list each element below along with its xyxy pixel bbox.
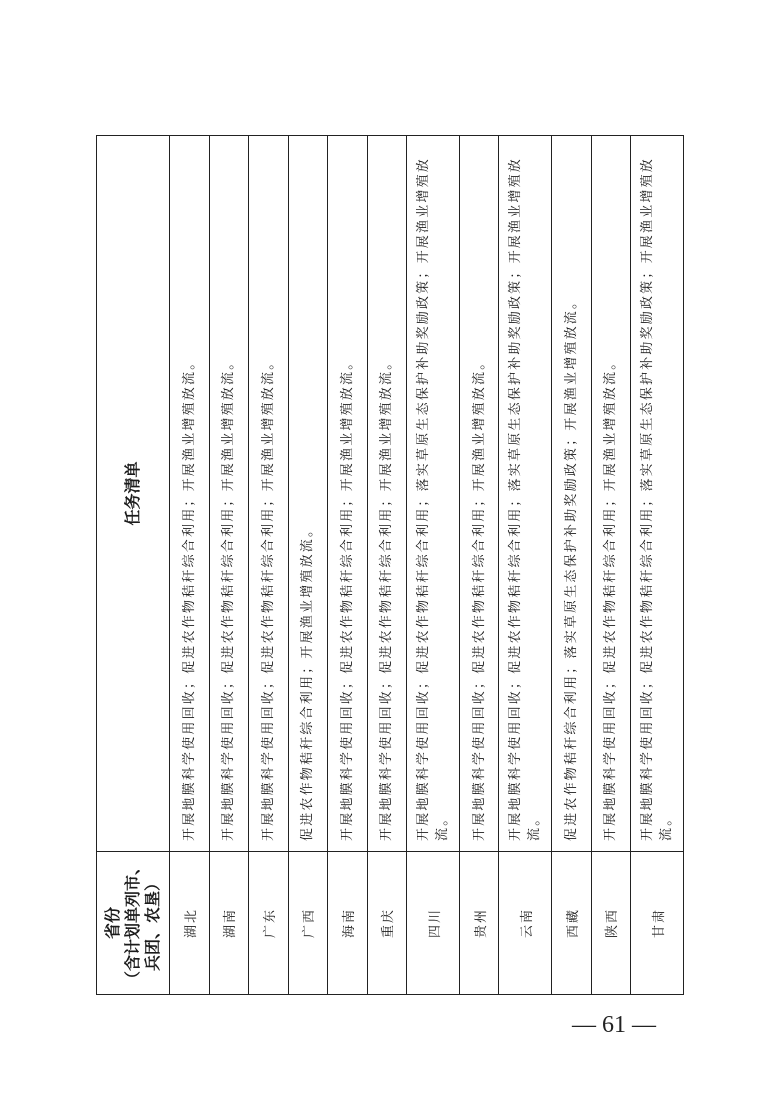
province-cell: 广东 <box>249 852 289 995</box>
province-cell: 西藏 <box>552 852 592 995</box>
table-row <box>499 136 552 995</box>
table-row <box>288 136 328 995</box>
province-cell: 海南 <box>328 852 368 995</box>
table-row <box>407 136 460 995</box>
tasks-cell: 开展地膜科学使用回收；促进农作物秸秆综合利用；落实草原生态保护补助奖励政策；开展渔业增殖放流。 <box>407 136 460 852</box>
table-row <box>209 136 249 995</box>
task-list-table <box>96 135 684 995</box>
province-cell: 湖北 <box>169 852 209 995</box>
table-row <box>631 136 684 995</box>
province-cell: 云南 <box>499 852 552 995</box>
province-cell: 湖南 <box>209 852 249 995</box>
table-row <box>552 136 592 995</box>
table-row <box>169 136 209 995</box>
table-row <box>459 136 499 995</box>
tasks-cell: 开展地膜科学使用回收；促进农作物秸秆综合利用；落实草原生态保护补助奖励政策；开展渔业增殖放流。 <box>499 136 552 852</box>
province-cell: 陕西 <box>591 852 631 995</box>
tasks-cell: 开展地膜科学使用回收；促进农作物秸秆综合利用；开展渔业增殖放流。 <box>328 136 368 852</box>
province-cell: 四川 <box>407 852 460 995</box>
tasks-cell: 开展地膜科学使用回收；促进农作物秸秆综合利用；落实草原生态保护补助奖励政策；开展渔业增殖放流。 <box>631 136 684 852</box>
tasks-cell: 开展地膜科学使用回收；促进农作物秸秆综合利用；开展渔业增殖放流。 <box>169 136 209 852</box>
header-province: 省份 （含计划单列市、 兵团、农垦） <box>97 852 170 995</box>
province-cell: 重庆 <box>367 852 407 995</box>
table-row <box>591 136 631 995</box>
tasks-cell: 促进农作物秸秆综合利用；落实草原生态保护补助奖励政策；开展渔业增殖放流。 <box>552 136 592 852</box>
table-row <box>249 136 289 995</box>
rotated-table-container <box>96 135 684 995</box>
tasks-cell: 开展地膜科学使用回收；促进农作物秸秆综合利用；开展渔业增殖放流。 <box>209 136 249 852</box>
table-row <box>367 136 407 995</box>
tasks-cell: 开展地膜科学使用回收；促进农作物秸秆综合利用；开展渔业增殖放流。 <box>367 136 407 852</box>
table-header-row <box>97 136 170 995</box>
province-cell: 贵州 <box>459 852 499 995</box>
table-rotator <box>96 135 684 995</box>
table-row <box>328 136 368 995</box>
tasks-cell: 开展地膜科学使用回收；促进农作物秸秆综合利用；开展渔业增殖放流。 <box>591 136 631 852</box>
tasks-cell: 促进农作物秸秆综合利用；开展渔业增殖放流。 <box>288 136 328 852</box>
tasks-cell: 开展地膜科学使用回收；促进农作物秸秆综合利用；开展渔业增殖放流。 <box>459 136 499 852</box>
province-cell: 甘肃 <box>631 852 684 995</box>
tasks-cell: 开展地膜科学使用回收；促进农作物秸秆综合利用；开展渔业增殖放流。 <box>249 136 289 852</box>
province-cell: 广西 <box>288 852 328 995</box>
page-number: — 61 — <box>572 1012 656 1038</box>
header-tasks: 任务清单 <box>97 136 170 852</box>
